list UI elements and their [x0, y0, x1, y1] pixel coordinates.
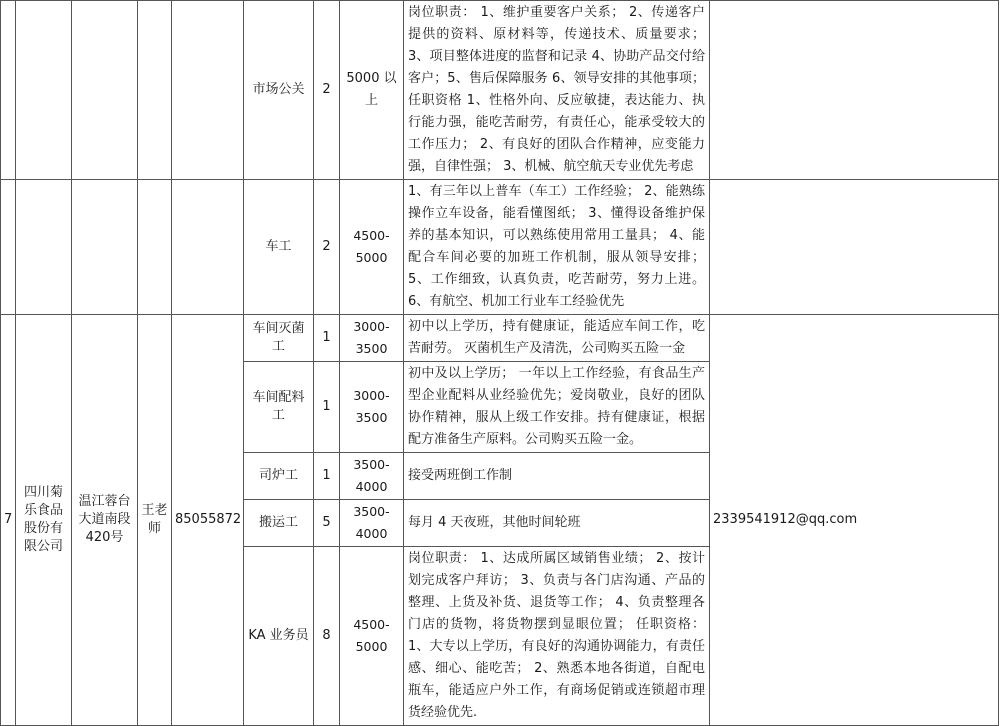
salary-cell: 3000-3500	[340, 362, 404, 453]
requirements-cell: 岗位职责： 1、维护重要客户关系； 2、传递客户提供的资料、原材料等，传递技术、质量要求； 3、项目整体进度的监督和记录 4、协助产品交付给客户；5、售后保障服务 6、领导安排的其他事项； 任职资格 1、性格外向、反应敏捷，表达能力、执行能力强，能吃苦耐劳，有责任心，能承受较大的工作压力； 2、有良好的团队合作精神，应变能力强，自律性强； 3、机械、航空航天专业优先考虑	[404, 1, 710, 180]
salary-cell: 3500-4000	[340, 500, 404, 547]
blank-cell	[172, 1, 244, 180]
salary-cell: 4500-5000	[340, 547, 404, 726]
count-cell: 2	[314, 180, 340, 315]
count-cell: 5	[314, 500, 340, 547]
position-cell: 车工	[244, 180, 314, 315]
blank-cell	[72, 180, 138, 315]
position-cell: 搬运工	[244, 500, 314, 547]
position-cell: KA 业务员	[244, 547, 314, 726]
email-cell: 2339541912@qq.com	[710, 315, 999, 726]
table-row	[1, 180, 999, 315]
phone-cell: 85055872	[172, 315, 244, 726]
position-cell: 市场公关	[244, 1, 314, 180]
table-row	[1, 315, 999, 362]
blank-cell	[1, 180, 16, 315]
salary-cell: 3000-3500	[340, 315, 404, 362]
requirements-cell: 岗位职责： 1、达成所属区域销售业绩； 2、按计划完成客户拜访； 3、负责与各门店沟通、产品的整理、上货及补货、退货等工作； 4、负责整理各门店的货物，将货物摆到显眼位置； 任职资格：1、大专以上学历，有良好的沟通协调能力，有责任感、细心、能吃苦； 2、熟悉本地各街道，自配电瓶车，能适应户外工作，有商场促销或连锁超市理货经验优先.	[404, 547, 710, 726]
company-name-cell: 四川菊乐食品股份有限公司	[16, 315, 72, 726]
blank-cell	[710, 180, 999, 315]
blank-cell	[16, 180, 72, 315]
requirements-cell: 每月 4 天夜班，其他时间轮班	[404, 500, 710, 547]
count-cell: 2	[314, 1, 340, 180]
contact-cell: 王老师	[138, 315, 172, 726]
blank-cell	[138, 180, 172, 315]
requirements-cell: 初中及以上学历； 一年以上工作经验，有食品生产型企业配料从业经验优先；爱岗敬业，良好的团队协作精神，服从上级工作安排。持有健康证，根据配方准备生产原料。公司购买五险一金。	[404, 362, 710, 453]
salary-cell: 4500-5000	[340, 180, 404, 315]
count-cell: 1	[314, 362, 340, 453]
position-cell: 车间配料工	[244, 362, 314, 453]
count-cell: 1	[314, 315, 340, 362]
position-cell: 车间灭菌工	[244, 315, 314, 362]
blank-cell	[72, 1, 138, 180]
count-cell: 8	[314, 547, 340, 726]
index-cell: 7	[1, 315, 16, 726]
count-cell: 1	[314, 453, 340, 500]
blank-cell	[16, 1, 72, 180]
salary-cell: 5000 以上	[340, 1, 404, 180]
requirements-cell: 接受两班倒工作制	[404, 453, 710, 500]
salary-cell: 3500-4000	[340, 453, 404, 500]
blank-cell	[710, 1, 999, 180]
blank-cell	[138, 1, 172, 180]
blank-cell	[1, 1, 16, 180]
table-row	[1, 1, 999, 180]
address-cell: 温江蓉台大道南段420号	[72, 315, 138, 726]
requirements-cell: 初中以上学历，持有健康证，能适应车间工作，吃苦耐劳。 灭菌机生产及清洗，公司购买五险一金	[404, 315, 710, 362]
position-cell: 司炉工	[244, 453, 314, 500]
requirements-cell: 1、有三年以上普车（车工）工作经验； 2、能熟练操作立车设备，能看懂图纸； 3、懂得设备维护保养的基本知识，可以熟练使用常用工量具； 4、能配合车间必要的加班工作机制，服从领导安排； 5、工作细致，认真负责，吃苦耐劳，努力上进。 6、有航空、机加工行业车工经验优先	[404, 180, 710, 315]
blank-cell	[172, 180, 244, 315]
